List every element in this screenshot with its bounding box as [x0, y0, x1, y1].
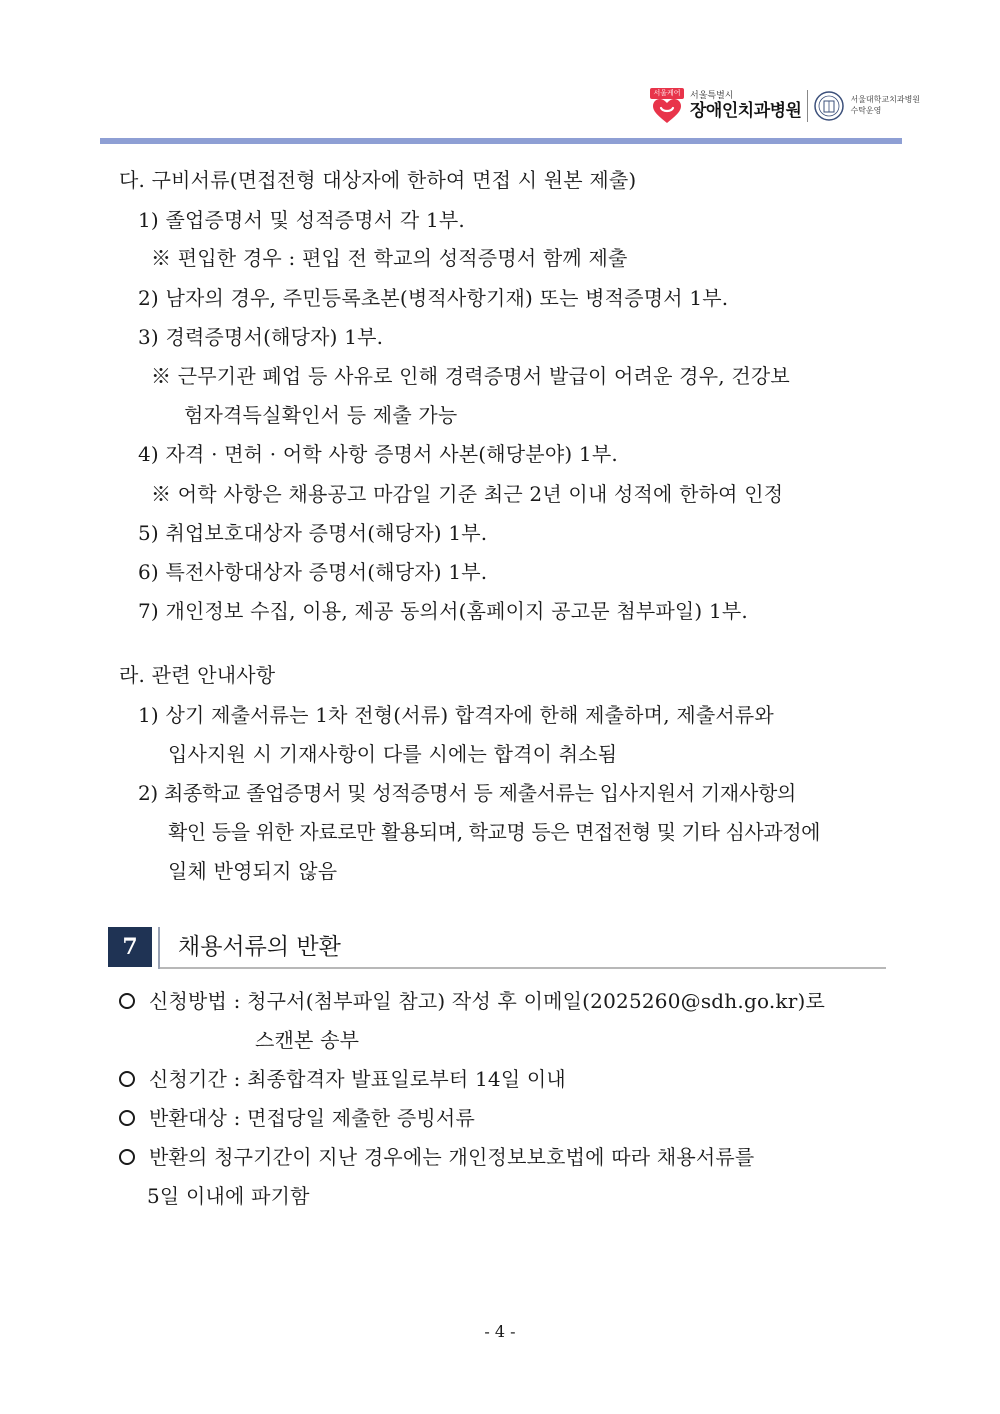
circle-bullet-icon: [119, 1110, 135, 1126]
section-underline: [160, 967, 886, 969]
hospital-name: 장애인치과병원: [690, 100, 802, 121]
page-number: - 4 -: [484, 1322, 516, 1341]
list-item: 1) 상기 제출서류는 1차 전형(서류) 합격자에 한해 제출하며, 제출서류와: [138, 703, 774, 727]
list-item-continued: 일체 반영되지 않음: [168, 859, 338, 883]
bullet-text: 신청기간 : 최종합격자 발표일로부터 14일 이내: [149, 1067, 566, 1091]
section-da-title: 다. 구비서류(면접전형 대상자에 한하여 면접 시 원본 제출): [119, 168, 637, 192]
section-ra-title: 라. 관련 안내사항: [119, 663, 276, 687]
list-item: 4) 자격 · 면허 · 어학 사항 증명서 사본(해당분야) 1부.: [138, 442, 618, 466]
bullet-continued: 스캔본 송부: [255, 1028, 360, 1052]
header-rule: [100, 138, 902, 144]
list-item: 6) 특전사항대상자 증명서(해당자) 1부.: [138, 560, 488, 584]
badge-tag: 서울케어: [650, 88, 684, 99]
bullet-item: [119, 1106, 475, 1130]
list-item-continued: 입사지원 시 기재사항이 다를 시에는 합격이 취소됨: [168, 742, 618, 766]
bullet-text: 신청방법 : 청구서(첨부파일 참고) 작성 후 이메일(2025260@sdh.go.kr)로: [149, 989, 825, 1013]
note-item: ※ 근무기관 폐업 등 사유로 인해 경력증명서 발급이 어려운 경우, 건강보: [151, 364, 790, 388]
circle-bullet-icon: [119, 1071, 135, 1087]
bullet-item: [119, 1067, 566, 1091]
operator-line1: 서울대학교치과병원: [850, 95, 921, 105]
bullet-text: 반환의 청구기간이 지난 경우에는 개인정보보호법에 따라 채용서류를: [149, 1145, 755, 1169]
note-item: ※ 편입한 경우 : 편입 전 학교의 성적증명서 함께 제출: [151, 246, 628, 270]
list-item: 2) 남자의 경우, 주민등록초본(병적사항기재) 또는 병적증명서 1부.: [138, 286, 729, 310]
section-7-title: 채용서류의 반환: [178, 934, 341, 960]
note-item: ※ 어학 사항은 채용공고 마감일 기준 최근 2년 이내 성적에 한하여 인정: [151, 482, 784, 506]
section-vertical-rule: [158, 927, 160, 969]
bullet-continued: 5일 이내에 파기함: [147, 1184, 310, 1208]
snu-seal-icon: [814, 91, 844, 121]
note-item-continued: 험자격득실확인서 등 제출 가능: [184, 403, 458, 427]
hospital-name-block: [690, 92, 801, 121]
list-item-continued: 확인 등을 위한 자료로만 활용되며, 학교명 등은 면접전형 및 기타 심사과정에: [168, 820, 821, 844]
city-label: 서울특별시: [690, 90, 734, 101]
seoul-care-heart-icon: [650, 88, 684, 124]
bullet-item: [119, 1145, 754, 1169]
header-logo: [650, 86, 920, 126]
operator-text: [850, 95, 920, 117]
circle-bullet-icon: [119, 1149, 135, 1165]
list-item: 5) 취업보호대상자 증명서(해당자) 1부.: [138, 521, 488, 545]
operator-line2: 수탁운영: [850, 106, 882, 115]
bullet-item: [119, 989, 825, 1013]
list-item: 1) 졸업증명서 및 성적증명서 각 1부.: [138, 208, 465, 232]
logo-divider: [807, 90, 808, 122]
list-item: 2) 최종학교 졸업증명서 및 성적증명서 등 제출서류는 입사지원서 기재사항의: [138, 781, 797, 805]
bullet-text: 반환대상 : 면접당일 제출한 증빙서류: [149, 1106, 475, 1130]
list-item: 7) 개인정보 수집, 이용, 제공 동의서(홈페이지 공고문 첨부파일) 1부.: [138, 599, 748, 623]
circle-bullet-icon: [119, 993, 135, 1009]
list-item: 3) 경력증명서(해당자) 1부.: [138, 325, 384, 349]
section-number-box: 7: [108, 927, 152, 967]
